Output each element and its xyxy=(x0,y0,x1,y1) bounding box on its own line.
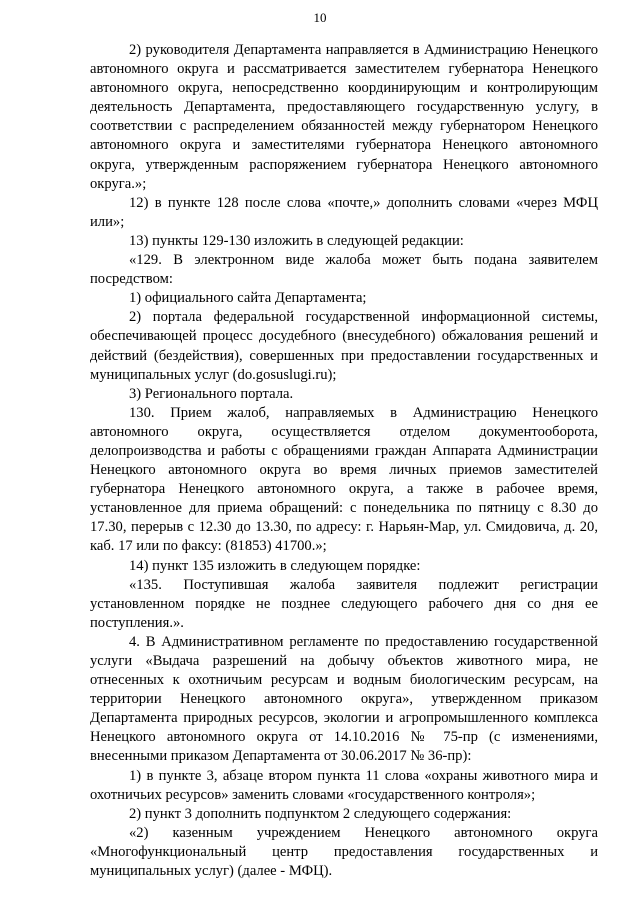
paragraph: 1) в пункте 3, абзаце втором пункта 11 слова «охраны животного мира и охотничьих ресурсов» заменить словами «государственного контроля»; xyxy=(90,767,598,803)
paragraph: 2) портала федеральной государственной информационной системы, обеспечивающей процесс досудебного (внесудебного) обжалования решений и действий (бездействия), совершенных при предоставлении государственных и муниципальных услуг (do.gosuslugi.ru); xyxy=(90,309,598,383)
paragraph: 130. Прием жалоб, направляемых в Администрацию Ненецкого автономного округа, осуществляется отделом документооборота, делопроизводства и работы с обращениями граждан Аппарата Администрации Ненецкого автономного округа во время личных приемов заместителей губернатора Ненецкого автономного округа, а также в рабочее время, установленное для приема обращений: с понедельника по пятницу с 8.30 до 17.30, перерыв с 12.30 до 13.30, по адресу: г. Нарьян-Мар, ул. Смидовича, д. 20, каб. 17 или по факсу: (81853) 41700.»; xyxy=(90,404,598,555)
paragraph: 14) пункт 135 изложить в следующем порядке: xyxy=(129,557,421,574)
paragraph: «2) казенным учреждением Ненецкого автономного округа «Многофункциональный центр предоставления государственных и муниципальных услуг) (далее - МФЦ). xyxy=(90,824,598,880)
paragraph: 2) пункт 3 дополнить подпунктом 2 следующего содержания: xyxy=(129,805,512,822)
paragraph: 4. В Административном регламенте по предоставлению государственной услуги «Выдача разрешений на добычу объектов животного мира, не отнесенных к охотничьим ресурсам и водным биологическим ресурсам, на территории Ненецкого автономного округа», утвержденном приказом Департамента природных ресурсов, экологии и агропромышленного комплекса Ненецкого автономного округа от 14.10.2016 № 75-пр (с изменениями, внесенными приказом Департамента от 30.06.2017 № 36-пр): xyxy=(90,633,598,765)
paragraph: 3) Регионального портала. xyxy=(129,385,294,402)
paragraph: «135. Поступившая жалоба заявителя подлежит регистрации установленном порядке не позднее следующего рабочего дня со дня ее поступления.». xyxy=(90,576,598,631)
paragraph: 13) пункты 129-130 изложить в следующей редакции: xyxy=(129,232,464,249)
paragraph: «129. В электронном виде жалоба может быть подана заявителем посредством: xyxy=(90,252,598,288)
document-body xyxy=(90,41,598,881)
paragraph: 12) в пункте 128 после слова «почте,» дополнить словами «через МФЦ или»; xyxy=(90,194,598,230)
page-number: 10 xyxy=(313,10,327,25)
paragraph: 2) руководителя Департамента направляется в Администрацию Ненецкого автономного округа и рассматривается заместителем губернатора Ненецкого автономного округа, непосредственно координирующим и контролирующим деятельность Департамента, предоставляющего государственную услугу, в соответствии с распределением обязанностей между губернатором Ненецкого автономного округа и заместителями губернатора Ненецкого автономного округа, утвержденным распоряжением губернатора Ненецкого автономного округа.»; xyxy=(90,42,598,192)
paragraph: 1) официального сайта Департамента; xyxy=(129,290,367,307)
